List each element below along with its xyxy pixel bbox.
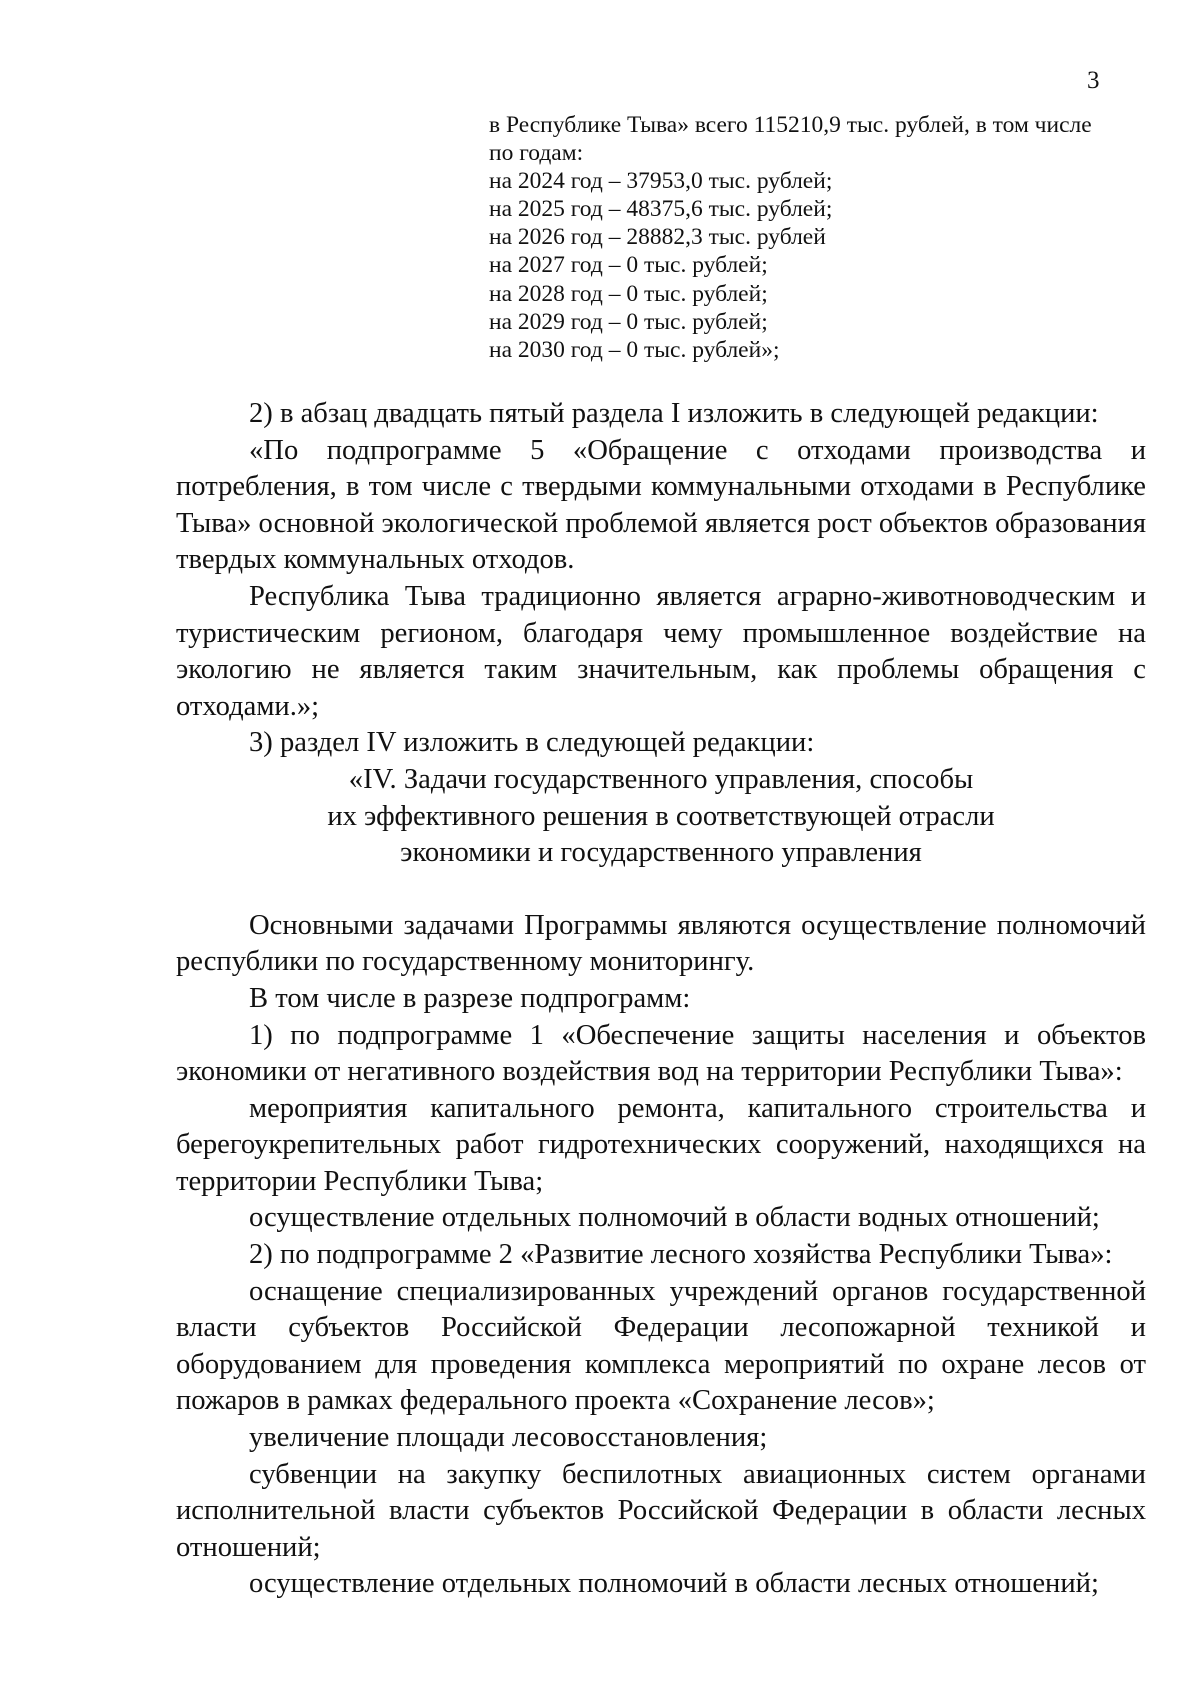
- paragraph-water-relations: осуществление отдельных полномочий в области водных отношений;: [249, 1202, 1100, 1234]
- section-heading-line-3: экономики и государственного управления: [400, 837, 922, 869]
- funding-total-line: в Республике Тыва» всего 115210,9 тыс. рублей, в том числе: [489, 112, 1092, 138]
- paragraph-capital-repair: мероприятия капитального ремонта, капитального строительства и берегоукрепительных работ гидротехнических сооружений, находящихся на территории Республики Тыва;: [176, 1092, 1146, 1197]
- funding-year-2030: на 2030 год – 0 тыс. рублей»;: [489, 336, 780, 363]
- funding-by-years-label: по годам:: [489, 140, 584, 167]
- paragraph-equipment: оснащение специализированных учреждений органов государственной власти субъектов Российской Федерации лесопожарной техникой и оборудованием для проведения комплекса мероприятий по охране лесов от пожаров в рамках федерального проекта «Сохранение лесов»;: [176, 1275, 1146, 1417]
- paragraph-subprograms-intro: В том числе в разрезе подпрограмм:: [249, 982, 691, 1014]
- paragraph-uav-subventions: субвенции на закупку беспилотных авиационных систем органами исполнительной власти субъектов Российской Федерации в области лесных отношений;: [176, 1458, 1146, 1563]
- page-number: 3: [1087, 67, 1100, 94]
- spacer: [176, 872, 1146, 908]
- section-heading-line-1: «IV. Задачи государственного управления, способы: [348, 763, 974, 795]
- paragraph-tyva-region: Республика Тыва традиционно является аграрно-животноводческим и туристическим регионом, благодаря чему промышленное воздействие на экологию не является таким значительным, как проблемы обращения с отходами.»;: [176, 580, 1146, 722]
- paragraph-subprogram-5: «По подпрограмме 5 «Обращение с отходами производства и потребления, в том числе с твердыми коммунальными отходами в Республике Тыва» основной экологической проблемой является рост объектов образования твердых коммунальных отходов.: [176, 434, 1146, 576]
- funding-year-2029: на 2029 год – 0 тыс. рублей;: [489, 308, 768, 335]
- document-body: [176, 396, 1146, 1603]
- funding-year-2026: на 2026 год – 28882,3 тыс. рублей: [489, 224, 826, 251]
- section-iv-heading: [176, 762, 1146, 872]
- funding-year-2027: на 2027 год – 0 тыс. рублей;: [489, 252, 768, 279]
- funding-by-years-block: [489, 111, 1139, 364]
- amendment-item-3: 3) раздел IV изложить в следующей редакции:: [249, 727, 815, 759]
- funding-year-2028: на 2028 год – 0 тыс. рублей;: [489, 280, 768, 307]
- amendment-item-2: 2) в абзац двадцать пятый раздела I изложить в следующей редакции:: [249, 398, 1099, 429]
- list-item-subprogram-1: 1) по подпрограмме 1 «Обеспечение защиты населения и объектов экономики от негативного воздействия вод на территории Республики Тыва»:: [176, 1019, 1146, 1088]
- funding-year-2024: на 2024 год – 37953,0 тыс. рублей;: [489, 168, 833, 195]
- list-item-subprogram-2: 2) по подпрограмме 2 «Развитие лесного хозяйства Республики Тыва»:: [249, 1239, 1113, 1271]
- section-heading-line-2: их эффективного решения в соответствующей отрасли: [327, 800, 995, 832]
- paragraph-main-tasks: Основными задачами Программы являются осуществление полномочий республики по государственному мониторингу.: [176, 909, 1146, 978]
- paragraph-forest-relations: осуществление отдельных полномочий в области лесных отношений;: [249, 1568, 1099, 1600]
- paragraph-reforestation: увеличение площади лесовосстановления;: [249, 1422, 768, 1454]
- funding-year-2025: на 2025 год – 48375,6 тыс. рублей;: [489, 196, 833, 223]
